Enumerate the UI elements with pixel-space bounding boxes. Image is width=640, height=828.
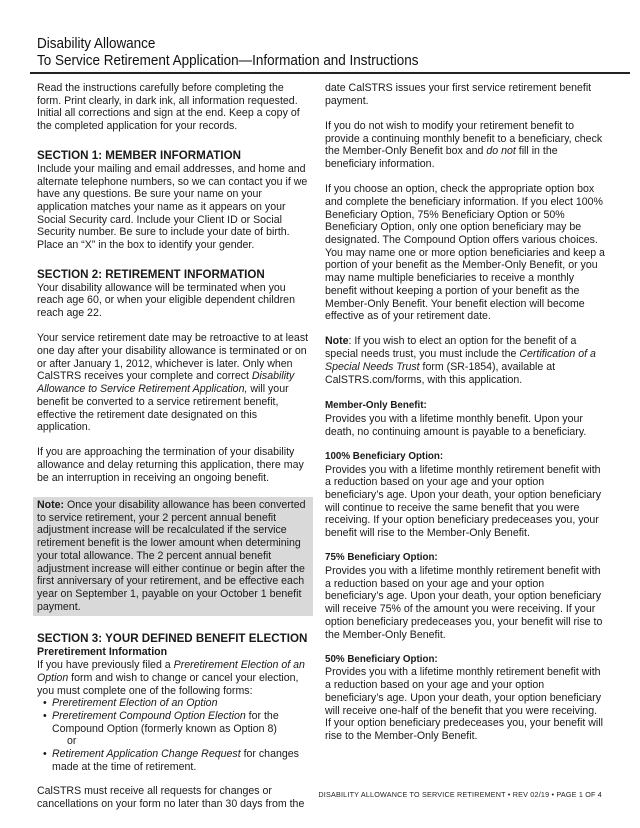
text-run: form and wish to change or cancel your election, you must complete one of the following forms: [37,671,299,697]
section2-paragraph-3: If you are approaching the termination of your disability allowance and delay returning this application, there may be an interruption in receiving an ongoing benefit. [37,446,304,484]
or-text: or [67,735,77,748]
option-paragraph: If you choose an option, check the appropriate option box and complete the beneficiary information. If you elect 100% Beneficiary Option, 75% Beneficiary Option or 50% Beneficiary Option, only one option beneficiary may be designated. The Compound Option offers various choices. You may name one or more option beneficiaries and keep a portion of your benefit as the Member-Only Benefit, or you may name multiple beneficiaries to receive a monthly benefit without keeping a portion of your benefit as the Member-Only Benefit. Your benefit election will become effective as of your retirement date. [325,183,605,323]
option-75-heading: 75% Beneficiary Option: [325,552,438,564]
list-item [43,748,309,773]
right-column [325,82,605,755]
emphasis-italic: do not [486,145,516,158]
text-run: : If you wish to elect an option for the benefit of a special needs trust, you must include the [325,335,577,361]
continued-paragraph: date CalSTRS issues your first service retirement benefit payment. [325,82,592,107]
section1-heading: SECTION 1: MEMBER INFORMATION [37,148,241,162]
page-footer: DISABILITY ALLOWANCE TO SERVICE RETIREMENT • REV 02/19 • PAGE 1 OF 4 [318,790,602,799]
note-label: Note: [37,499,65,512]
section3-heading: SECTION 3: YOUR DEFINED BENEFIT ELECTION [37,632,308,646]
option-75-text: Provides you with a lifetime monthly retirement benefit with a reduction based on your age and your option beneficiary’s age. Upon your death, your option beneficiary will receive 75% of the amount you were receiving. If your option beneficiary predeceases you, your benefit will rise to the Member-Only Benefit. [325,565,603,641]
option-100-heading: 100% Beneficiary Option: [325,450,444,462]
text-run: fill in the beneficiary information. [325,145,558,171]
text-run: form (SR-1854), available at CalSTRS.com/forms, with this application. [325,360,556,386]
section3-subheading: Preretirement Information [37,646,168,659]
form-title-italic: Preretirement Election of an Option [52,697,218,710]
note-label: Note [325,335,349,348]
member-only-text: Provides you with a lifetime monthly benefit. Upon your death, no continuing amount is payable to a beneficiary. [325,412,587,438]
option-100-text: Provides you with a lifetime monthly retirement benefit with a reduction based on your age and your option beneficiary’s age. Upon your death, your option beneficiary will continue to receive the same benefit that you were receiving. If your option beneficiary predeceases you, your benefit will rise to the Member-Only Benefit. [325,463,602,540]
list-item [43,697,309,710]
text-run: Once your disability allowance has been converted to service retirement, your 2 percent annual benefit adjustment increase will be recalculated if the service retirement benefit is the lower amount when determining your total allowance. The 2 percent annual benefit adjustment increase will either continue or begin after the first anniversary of your retirement, and be effective each year on September 1, payable on your October 1 benefit payment. [37,499,306,613]
form-title-italic: Retirement Application Change Request [52,748,241,761]
section1-text: Include your mailing and email addresses, and home and alternate telephone numbers, so we can contact you if we have any questions. Be sure your name on your application matches your name as it appears on your Social Security card. Include your Client ID or Social Security number. Be sure to include your date of birth. Place an “X” in the box to identify your gender. [37,162,308,252]
section2-paragraph-2 [37,332,309,434]
form-list [37,697,309,773]
list-item [43,710,309,748]
document-title: Disability Allowance [37,36,156,52]
option-50-text: Provides you with a lifetime monthly retirement benefit with a reduction based on your age and your option beneficiary’s age. Upon your death, your option beneficiary will receive one-half of the benefit that you were receiving. If your option beneficiary predeceases you, your benefit will rise to the Member-Only Benefit. [325,666,603,742]
intro-paragraph: Read the instructions carefully before completing the form. Print clearly, in dark ink, all information requested. Initial all corrections and sign at the end. Keep a copy of the completed application for your records. [37,82,300,133]
text-run: for changes made at the time of retirement. [52,748,299,773]
form-title-italic: Preretirement Election of an Option [37,659,305,684]
note-box [33,497,313,616]
form-title-italic: Certification of a Special Needs Trust [325,348,596,373]
section2-paragraph-1: Your disability allowance will be terminated when you reach age 60, or when your eligible dependent children reach age 22. [37,281,295,320]
member-only-heading: Member-Only Benefit: [325,400,427,412]
form-title-italic: Preretirement Compound Option Election [52,709,246,722]
text-run: Your service retirement date may be retroactive to at least one day after your disability allowance is terminated or on or after January 1, 2012, whichever is later. Only when CalSTRS receives your complete and correct [37,332,309,383]
text-run: If you have previously filed a [37,659,174,672]
option-50-heading: 50% Beneficiary Option: [325,653,438,665]
no-modify-paragraph [325,120,605,171]
section3-paragraph-1 [37,659,309,697]
text-run: for the Compound Option (formerly known as Option 8) [52,709,279,735]
document-subtitle: To Service Retirement Application—Information and Instructions [37,53,419,69]
section3-paragraph-2: CalSTRS must receive all requests for changes or cancellations on your form no later than 30 days from the [37,785,305,811]
text-run: If you do not wish to modify your retirement benefit to provide a continuing monthly benefit to a beneficiary, check the Member-Only Benefit box and [325,119,603,158]
left-column [37,82,309,823]
section2-heading: SECTION 2: RETIREMENT INFORMATION [37,267,265,281]
header-divider [30,72,630,74]
text-run: will your benefit be converted to a service retirement benefit, effective the retirement date designated on this application. [37,383,289,434]
special-needs-note [325,335,605,386]
document-header [37,36,603,70]
note-text [37,499,309,613]
form-title-italic: Disability Allowance to Service Retirement Application, [37,370,295,396]
